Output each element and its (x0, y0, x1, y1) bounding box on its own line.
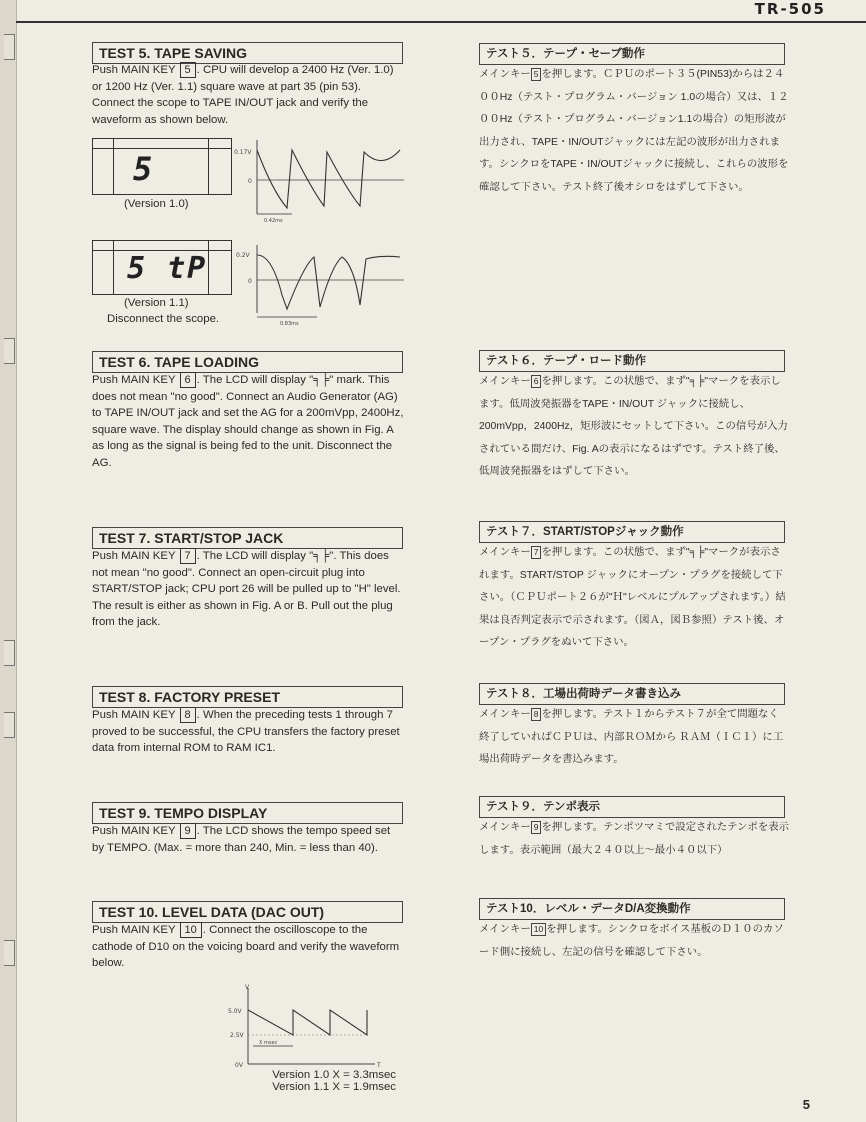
dac-y-top: 5.0V (228, 1008, 242, 1015)
jp-test7-before: メインキー (479, 547, 531, 558)
jp-key-6: 6 (531, 375, 542, 388)
test10-text-after: . Connect the oscilloscope to the cathode of D10 on the voicing board and verify the waveform below. (92, 924, 400, 970)
test6-text-after: . The LCD will display "╕╞" mark. This does not mean "no good". Connect an Audio Generator (AG) to TAPE IN/OUT jack and set the AG for a 200mVpp, 2400Hz, square wave. The display should change as shown in Fig. A as long as the signal is being fed to the unit. Disconnect the AG. (92, 374, 404, 469)
caption-v11: (Version 1.1) (124, 297, 189, 309)
test8-text (92, 707, 404, 757)
waveform-v10 (232, 140, 412, 228)
zero-label: 0 (248, 278, 252, 285)
jp-test8-after: を押します。テスト１からテスト７が全て問題なく終了していればＣＰＵは、内部ＲＯＭから ＲＡＭ（ＩＣ１）に工場出荷時データを書込みます。 (479, 709, 784, 766)
lcd-display-v10 (92, 138, 232, 195)
jp-test9-before: メインキー (479, 822, 531, 833)
lcd-divider (113, 241, 114, 294)
waveform-trace (257, 255, 400, 309)
jp-test7-text (479, 542, 789, 655)
jp-key-5: 5 (531, 68, 542, 81)
waveform-trace (257, 150, 400, 208)
jp-test10-before: メインキー (479, 924, 531, 935)
test5-text-before: Push MAIN KEY (92, 64, 176, 76)
dac-y-zero: 0V (235, 1062, 243, 1069)
test7-title: TEST 7. START/STOP JACK (92, 527, 403, 549)
dac-version-2: Version 1.1 X = 1.9msec (272, 1081, 396, 1093)
period-label: 0.83ms (280, 321, 299, 327)
jp-test5-before: メインキー (479, 69, 531, 80)
jp-test9-after: を押します。テンポツマミで設定されたテンポを表示します。表示範囲（最大２４０以上〜最小４０以下） (479, 822, 789, 856)
binder-hole (4, 338, 15, 364)
test7-text (92, 548, 404, 631)
main-key-6: 6 (180, 372, 196, 388)
lcd-top-line (93, 148, 231, 149)
caption-v10: (Version 1.0) (124, 198, 189, 210)
jp-test8-before: メインキー (479, 709, 531, 720)
lcd-text-v10: 5 (133, 150, 153, 188)
jp-key-10: 10 (531, 923, 546, 936)
jp-key-8: 8 (531, 708, 542, 721)
binder-hole (4, 712, 15, 738)
test7-text-after: . The LCD will display "╕╞". This does not mean "no good". Connect an open-circuit plug into START/STOP jack; CPU port 26 will be pulled up to "H" level. The result is either as shown in Fig. A or B. Pull out the plug from the jack. (92, 550, 401, 629)
zero-label: 0 (248, 178, 252, 185)
test5-text (92, 62, 404, 128)
binder-hole (4, 34, 15, 60)
waveform-v11 (232, 245, 412, 329)
jp-test10-title: テスト10．レベル・データD/A変換動作 (479, 898, 785, 920)
dac-version-1: Version 1.0 X = 3.3msec (272, 1069, 396, 1081)
jp-key-9: 9 (531, 821, 542, 834)
jp-test10-text (479, 919, 789, 964)
test8-title: TEST 8. FACTORY PRESET (92, 686, 403, 708)
jp-test5-title: テスト５．テープ・セーブ動作 (479, 43, 785, 65)
binder-hole (4, 940, 15, 966)
test5-text-after: . CPU will develop a 2400 Hz (Ver. 1.0) or 1200 Hz (Ver. 1.1) square wave at part 35 (pin 53). Connect the scope to TAPE IN/OUT jack and verify the waveform as shown below. (92, 64, 394, 126)
test7-text-before: Push MAIN KEY (92, 550, 176, 562)
header-rule (16, 21, 866, 23)
lcd-display-v11 (92, 240, 232, 295)
jp-test6-text (479, 371, 789, 484)
main-key-8: 8 (180, 707, 196, 723)
jp-test6-title: テスト６．テープ・ロード動作 (479, 350, 785, 372)
binder-hole (4, 640, 15, 666)
period-label: 0.42ms (264, 218, 283, 224)
test5-title: TEST 5. TAPE SAVING (92, 42, 403, 64)
test9-text (92, 823, 404, 856)
main-key-5: 5 (180, 62, 196, 78)
jp-test9-text (479, 817, 789, 862)
lcd-text-v11: 5 tP (127, 251, 208, 286)
disconnect-scope-note: Disconnect the scope. (107, 313, 220, 325)
jp-test9-title: テスト９．テンポ表示 (479, 796, 785, 818)
amp-label: 0.17V (234, 149, 252, 156)
test8-text-after: . When the preceding tests 1 through 7 proved to be successful, the CPU transfers the factory preset data from internal ROM to RAM IC1. (92, 709, 400, 755)
dac-period-label: X msec (259, 1040, 278, 1046)
jp-test5-after: を押します。ＣＰＵのポート３５(PIN53)からは２４００Hz（テスト・プログラム・バージョン 1.0の場合）又は、１２００Hz（テスト・プログラム・バージョン1.1の場合）の矩形波が出力され、TAPE・IN/OUTジャックには左記の波形が出力されます。シンクロをTAPE・IN/OUTジャックに接続し、これらの波形を確認して下さい。テスト終了後オシロをはずして下さい。 (479, 69, 789, 193)
main-key-7: 7 (180, 548, 196, 564)
jp-test6-after: を押します。この状態で、まず"╕╞"マークを表示します。低周波発振器をTAPE・IN/OUT ジャックに接続し、200mVpp，2400Hz，矩形波にセットして下さい。この信号が入力されている間だけ、Fig. Aの表示になるはずです。テスト終了後、低周波発振器をはずして下さい。 (479, 376, 788, 478)
test10-text-before: Push MAIN KEY (92, 924, 176, 936)
model-name: TR-505 (754, 0, 826, 18)
lcd-divider (208, 241, 209, 294)
jp-test8-text (479, 704, 789, 772)
jp-test5-text (479, 64, 789, 200)
dac-sawtooth (248, 1010, 367, 1035)
binder-margin (0, 0, 17, 1122)
jp-test7-title: テスト７．START/STOPジャック動作 (479, 521, 785, 543)
test9-text-after: . The LCD shows the tempo speed set by TEMPO. (Max. = more than 240, Min. = less than 40). (92, 825, 391, 854)
test9-title: TEST 9. TEMPO DISPLAY (92, 802, 403, 824)
jp-key-7: 7 (531, 546, 542, 559)
main-key-10: 10 (180, 922, 202, 938)
jp-test7-after: を押します。この状態で、まず"╕╞"マークが表示されます。START/STOP ジャックにオープン・プラグを接続して下さい。（ＣＰＵポート２６が"Ｈ"レベルにプルアップされます。）結果は良否判定表示で示されます。（図Ａ，図Ｂ参照）テスト後、オープン・プラグをぬいて下さい。 (479, 547, 786, 649)
page-number: 5 (802, 1097, 810, 1112)
jp-test6-before: メインキー (479, 376, 531, 387)
test10-text (92, 922, 404, 972)
jp-test8-title: テスト８．工場出荷時データ書き込み (479, 683, 785, 705)
dac-axis-t-label: T (377, 1062, 381, 1069)
test6-text-before: Push MAIN KEY (92, 374, 176, 386)
test6-title: TEST 6. TAPE LOADING (92, 351, 403, 373)
dac-y-mid: 2.5V (230, 1032, 244, 1039)
test9-text-before: Push MAIN KEY (92, 825, 176, 837)
test8-text-before: Push MAIN KEY (92, 709, 176, 721)
amp-label: 0.2V (236, 252, 250, 259)
main-key-9: 9 (180, 823, 196, 839)
test6-text (92, 372, 404, 472)
test10-title: TEST 10. LEVEL DATA (DAC OUT) (92, 901, 403, 923)
dac-axis-v-label: V (245, 984, 250, 991)
jp-test10-after: を押します。シンクロをボイス基板のＤ１０のカソード側に接続し、左記の信号を確認して下さい。 (479, 924, 784, 958)
